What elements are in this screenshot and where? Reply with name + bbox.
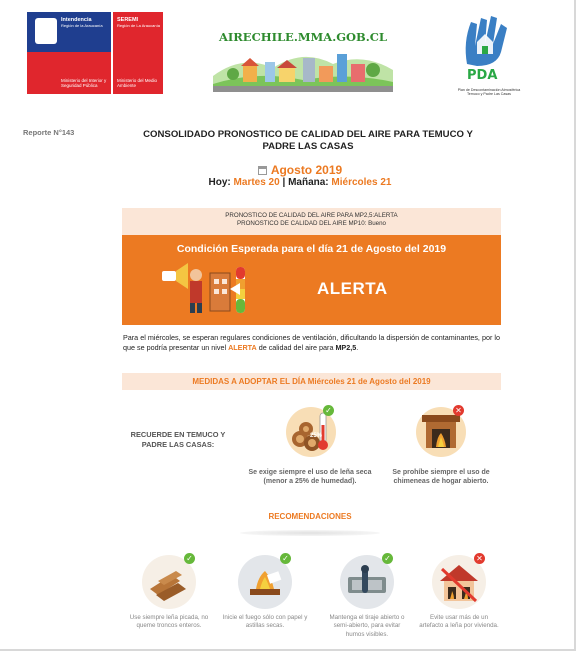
pda-logo-title: PDA — [467, 68, 498, 83]
today-value: Martes 20 — [233, 177, 280, 188]
cross-icon: ✕ — [474, 553, 485, 564]
recommendations-title: RECOMENDACIONES — [268, 512, 352, 521]
chile-coat-of-arms-icon — [35, 18, 57, 44]
report-title: CONSOLIDADO PRONOSTICO DE CALIDAD DEL AIRE PARA TEMUCO Y PADRE LAS CASAS — [143, 129, 473, 153]
day-line — [150, 177, 450, 188]
check-icon: ✓ — [184, 553, 195, 564]
condition-title: Condición Esperada para el día 21 de Agosto del 2019 — [176, 243, 447, 255]
condition-value: ALERTA — [317, 279, 388, 298]
check-icon: ✓ — [323, 405, 334, 416]
seremi-logo — [113, 12, 163, 94]
gov-logo-line1: Intendencia — [61, 17, 92, 23]
check-icon: ✓ — [280, 553, 291, 564]
seremi-logo-line1: SEREMI — [117, 17, 139, 23]
pda-logo — [457, 12, 521, 104]
recuerde-label: RECUERDE EN TEMUCO Y PADRE LAS CASAS: — [130, 430, 226, 449]
humidity-badge: 25% — [310, 433, 323, 439]
gov-logo-line2: Región de la Araucanía — [61, 23, 103, 28]
government-logo — [27, 12, 111, 94]
calendar-icon — [258, 166, 267, 175]
day-separator: | — [282, 177, 286, 188]
tomorrow-value: Miércoles 21 — [331, 177, 392, 188]
measure-dry-wood: Se exige siempre el uso de leña seca (menor a 25% de humedad). — [248, 469, 372, 486]
city-landscape-illustration — [213, 46, 393, 92]
recommendation-2: Inicie el fuego sólo con papel y astillas secas. — [222, 614, 308, 630]
paragraph-pollutant: MP2,5 — [335, 343, 357, 353]
condition-panel — [122, 235, 501, 325]
recommendation-3: Mantenga el tiraje abierto o semi-abierto, para evitar humos visibles. — [329, 614, 405, 638]
report-number: Reporte N°143 — [23, 128, 75, 137]
forecast-mp25: PRONOSTICO DE CALIDAD DEL AIRE PARA MP2,5:ALERTA — [225, 212, 398, 219]
seremi-logo-line2: Región de La Araucanía — [117, 23, 160, 28]
report-month — [200, 163, 400, 177]
check-icon: ✓ — [382, 553, 393, 564]
paragraph-alert: ALERTA — [228, 343, 257, 353]
forecast-mp10: PRONOSTICO DE CALIDAD DEL AIRE MP10: Bueno — [236, 220, 386, 228]
measures-title: MEDIDAS A ADOPTAR EL DÍA Miércoles 21 de Agosto del 2019 — [122, 373, 501, 390]
alert-illustration — [162, 261, 282, 317]
measure-fireplace: Se prohíbe siempre el uso de chimeneas de hogar abierto. — [392, 469, 490, 486]
gov-logo-line3: Ministerio del Interior y Seguridad Pública — [61, 77, 107, 89]
tomorrow-label: Mañana: — [288, 177, 329, 188]
recommendation-1: Use siempre leña picada, no queme troncos enteros. — [129, 614, 209, 630]
report-month-text: Agosto 2019 — [270, 163, 343, 177]
forecast-lines — [122, 208, 501, 235]
cross-icon: ✕ — [453, 405, 464, 416]
pda-logo-subtitle: Plan de Descontaminación Atmosférica Temuco y Padre Las Casas — [457, 88, 521, 97]
forecast-paragraph: Para el miércoles, se esperan regulares condiciones de ventilación, dificultando la dispersión de contaminantes, por lo que se podría presentar un nivel ALERTA de calidad del aire para MP2,5. — [123, 333, 500, 353]
seremi-logo-line3: Ministerio del Medio Ambiente — [117, 77, 158, 89]
today-label: Hoy: — [208, 177, 231, 188]
airechile-banner — [213, 22, 393, 94]
pda-hand-icon — [457, 12, 521, 68]
recommendation-4: Evite usar más de un artefacto a leña por vivienda. — [419, 614, 499, 630]
site-url: AIRECHILE.MMA.GOB.CL — [218, 30, 388, 44]
